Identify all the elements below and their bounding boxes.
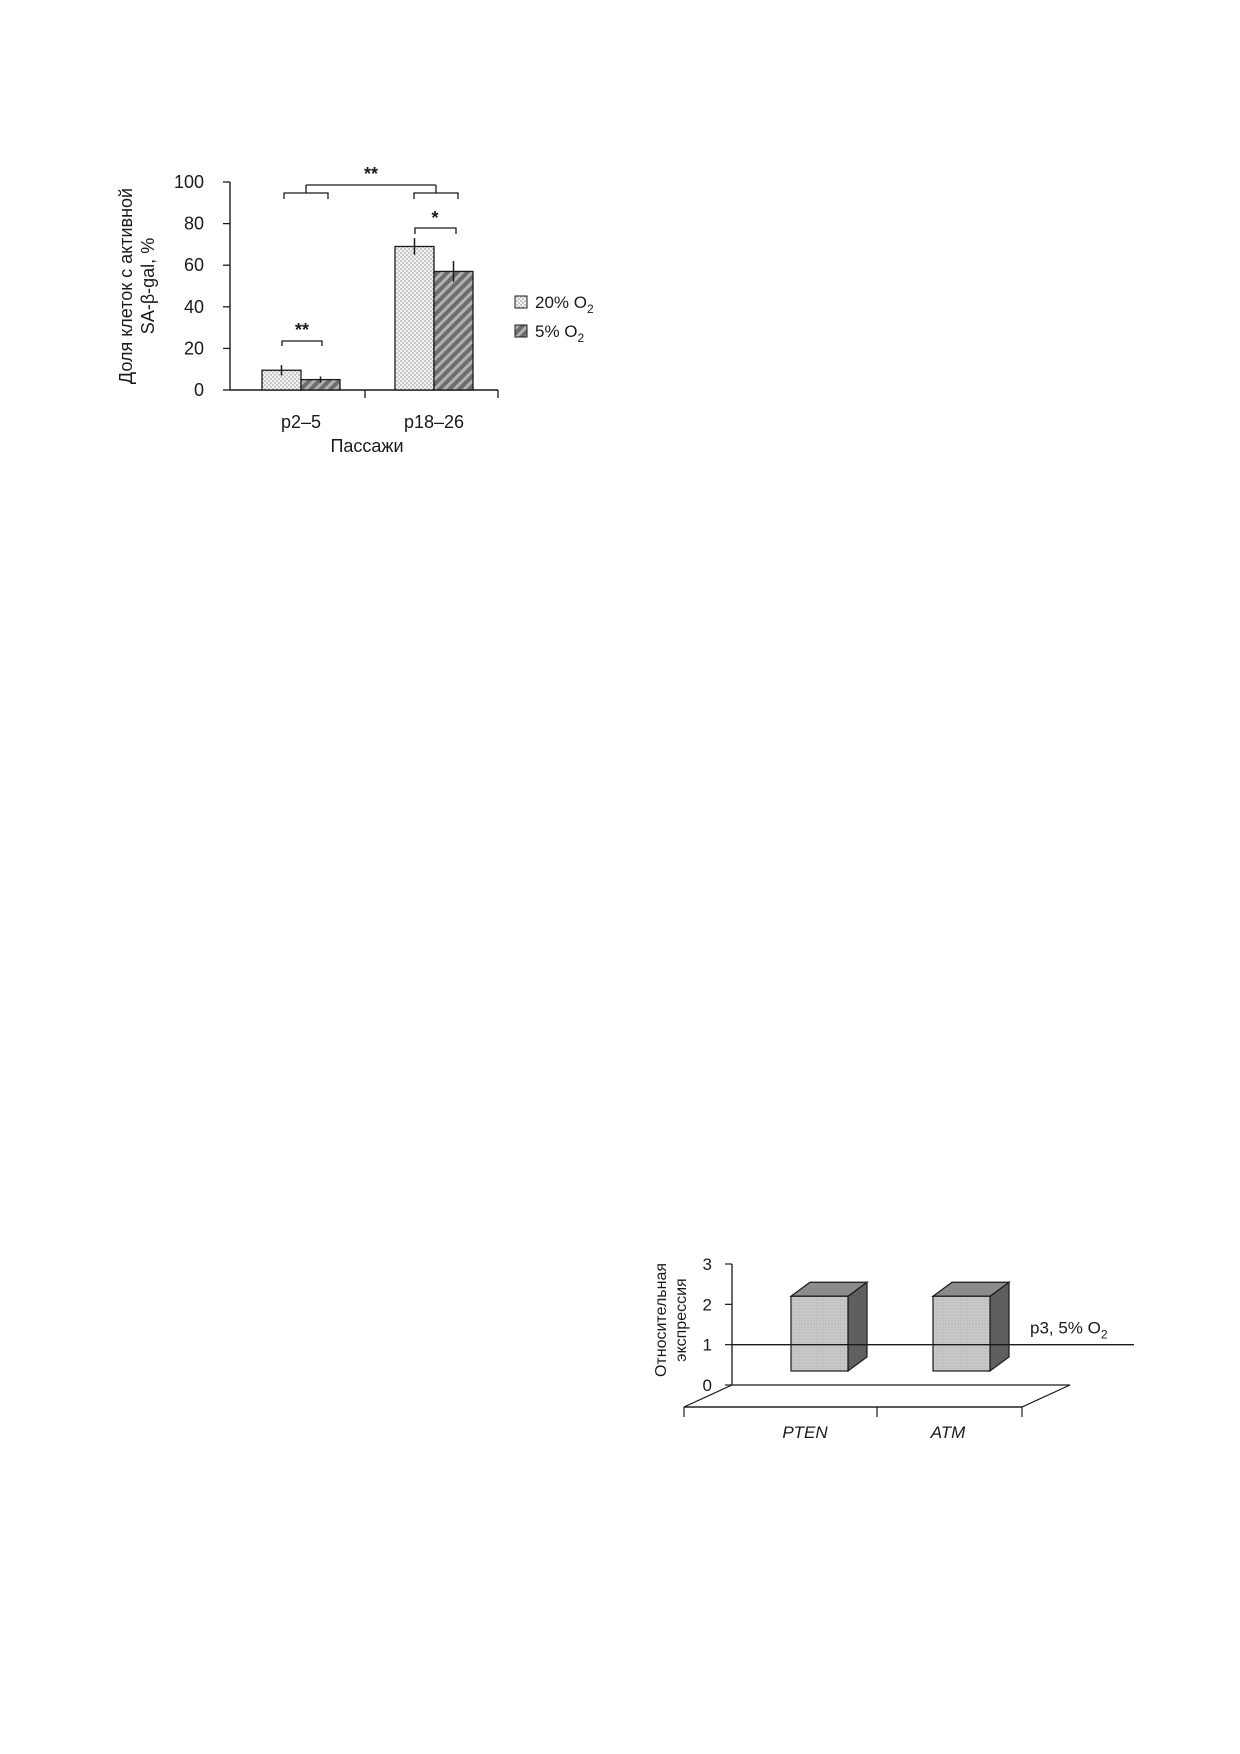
chart-1-xlabel: Пассажи: [330, 436, 404, 456]
chart-2-bar: [933, 1296, 990, 1371]
chart-2-bar-side: [848, 1282, 867, 1371]
chart-1-bars: [262, 246, 473, 390]
chart-1-sig-p2-5: **: [294, 320, 310, 340]
chart-1-senescence: [116, 164, 594, 456]
chart-1-x-tick-label: p18–26: [403, 412, 465, 432]
chart-1-bracket-group-left: [284, 185, 328, 199]
chart-2-y-tick-label: 2: [702, 1295, 712, 1315]
chart-2-bar-side: [990, 1282, 1009, 1371]
chart-1-bracket-group-right: [414, 185, 458, 199]
legend-swatch-5: [515, 325, 527, 337]
chart-2-bar: [791, 1296, 848, 1371]
chart-2-y-ticks: [725, 1264, 732, 1385]
chart-1-ylabel-line2: SA-β-gal, %: [138, 237, 158, 335]
chart-2-x-tick-labels: [782, 1423, 966, 1442]
chart-1-sig-between: **: [363, 164, 379, 184]
chart-1-x-tick-labels: [281, 412, 464, 432]
chart-2-ylabel-line1: Относительная: [653, 1262, 670, 1378]
chart-2-y-tick-label: 3: [702, 1255, 712, 1274]
chart-1-ylabel-line1: Доля клеток с активной: [116, 187, 136, 385]
chart-2-expression: [653, 1255, 1134, 1442]
chart-2-bars: [791, 1282, 1009, 1371]
chart-2-x-tick-label: PTEN: [782, 1423, 828, 1442]
chart-2-ylabel-line2: экспрессия: [673, 1278, 690, 1362]
chart-1-bracket-p18-26: [415, 228, 456, 234]
chart-1-y-tick-label: 40: [183, 296, 204, 317]
chart-1-y-tick-label: 0: [193, 380, 204, 400]
chart-2-floor: [684, 1385, 1070, 1407]
chart-2-x-tick-label: ATM: [930, 1423, 966, 1442]
chart-1-y-tick-labels: [174, 172, 204, 400]
legend-swatch-20: [515, 296, 527, 308]
chart-1-y-tick-label: 60: [183, 255, 204, 276]
chart-2-y-tick-labels: [703, 1255, 712, 1395]
chart-2-reference-label: p3, 5% $O_2$: [1030, 1318, 1108, 1342]
chart-1-legend: [515, 293, 594, 345]
chart-1-bar: [434, 271, 473, 390]
chart-1-y-tick-label: 20: [183, 338, 204, 359]
chart-1-y-tick-label: 80: [183, 213, 204, 234]
chart-1-bracket-p2-5: [282, 341, 322, 346]
legend-label-5: 5% $O_2$: [535, 322, 585, 345]
chart-1-x-tick-label: p2–5: [280, 412, 322, 432]
chart-2-y-tick-label: 0: [702, 1376, 712, 1395]
chart-1-y-tick-label: 100: [173, 172, 204, 192]
chart-1-sig-p18-26: *: [431, 208, 439, 228]
chart-2-y-tick-label: 1: [702, 1335, 712, 1355]
legend-label-20: 20% $O_2$: [535, 293, 594, 316]
chart-1-bar: [395, 246, 434, 390]
